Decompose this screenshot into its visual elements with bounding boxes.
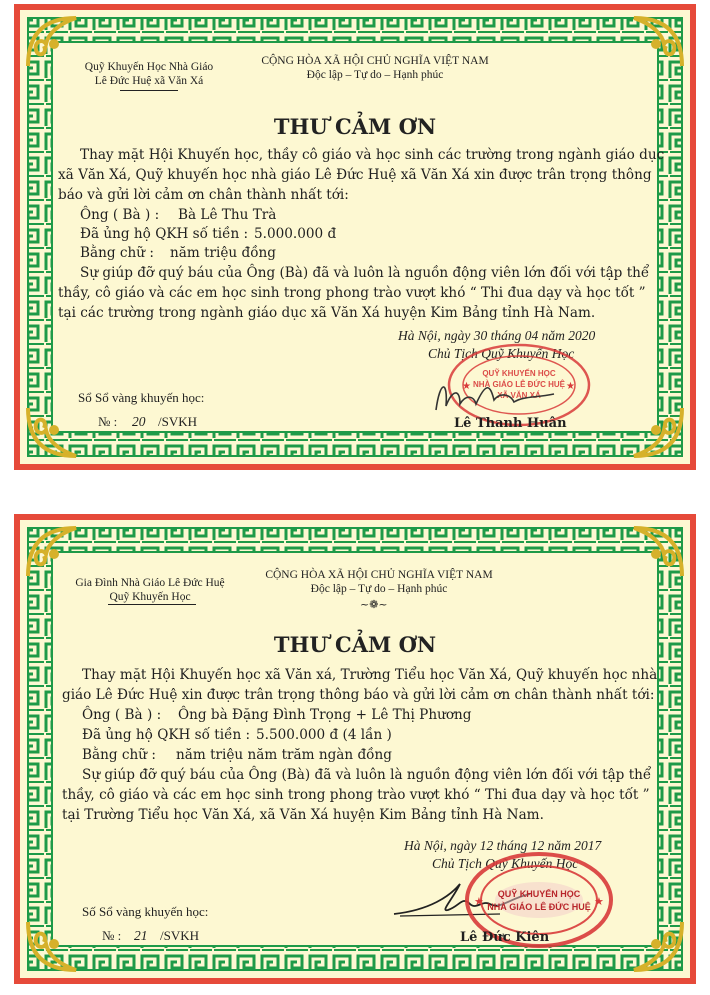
org-header — [60, 576, 240, 604]
corner-ornament-icon — [630, 14, 686, 70]
thank-you-letter-1 — [14, 4, 696, 470]
para2-line-1: Sự giúp đỡ quý báu của Ông (Bà) đã và luôn là nguồn động viên lớn đối với tập thể — [80, 265, 650, 281]
org-line-1: Gia Đình Nhà Giáo Lê Đức Huệ — [75, 577, 225, 589]
thank-you-letter-2 — [14, 514, 696, 984]
seal-text-3: XÃ VĂN XÁ — [497, 391, 541, 400]
para1-line-1: Thay mặt Hội Khuyến học, thầy cô giáo và học sinh các trường trong ngành giáo dục — [80, 147, 665, 163]
para2-line-3: tại các trường trong ngành giáo dục xã Văn Xá huyện Kim Bảng tỉnh Hà Nam. — [58, 305, 596, 321]
words-label: Bằng chữ : — [80, 245, 154, 261]
amount-value: 5.000.000 đ — [254, 226, 337, 242]
seal-text-2: NHÀ GIÁO LÊ ĐỨC HUỆ — [487, 902, 591, 912]
para2-line-2: thầy, cô giáo và các em học sinh trong phong trào vượt khó “ Thi đua dạy và học tốt ” — [62, 787, 650, 803]
svg-text:★: ★ — [566, 381, 575, 392]
para2-line-1: Sự giúp đỡ quý báu của Ông (Bà) đã và luôn là nguồn động viên lớn đối với tập thể — [82, 767, 652, 783]
no-label: № : — [98, 414, 118, 429]
gold-book-label: Số Sổ vàng khuyến học: — [82, 904, 209, 919]
org-line-1: Quỹ Khuyến Học Nhà Giáo — [84, 61, 214, 73]
seal-text-1: QUỸ KHUYẾN HỌC — [482, 369, 556, 378]
para1-line-3: báo và gửi lời cảm ơn chân thành nhất tới: — [58, 187, 349, 203]
words-value: năm triệu đồng — [170, 245, 276, 261]
org-line-2: Quỹ Khuyến Học — [109, 591, 191, 603]
corner-ornament-icon — [24, 404, 80, 460]
no-label: № : — [102, 928, 122, 943]
corner-ornament-icon — [630, 524, 686, 580]
letter-paper — [20, 10, 690, 464]
words-value: năm triệu năm trăm ngàn đồng — [176, 747, 392, 763]
republic-line-2: Độc lập – Tự do – Hạnh phúc — [310, 583, 448, 595]
corner-ornament-icon — [630, 404, 686, 460]
letter-title: THƯ CẢM ƠN — [273, 114, 437, 139]
signer-name: Lê Thanh Huân — [454, 416, 567, 431]
org-header — [64, 60, 234, 88]
letter-paper — [20, 520, 690, 978]
place-date: Hà Nội, ngày 30 tháng 04 năm 2020 — [398, 328, 596, 343]
republic-line-2: Độc lập – Tự do – Hạnh phúc — [306, 69, 444, 81]
recipient-value: Bà Lê Thu Trà — [178, 207, 277, 223]
no-value: 21 — [134, 928, 148, 943]
org-underline — [108, 604, 196, 605]
no-suffix: /SVKH — [160, 928, 200, 943]
republic-header — [230, 54, 520, 82]
corner-ornament-icon — [24, 918, 80, 974]
recipient-value: Ông bà Đặng Đình Trọng + Lê Thị Phương — [178, 707, 472, 723]
republic-header — [234, 568, 524, 596]
org-underline — [120, 90, 178, 91]
signer-name: Lê Đức Kiên — [460, 930, 550, 945]
svg-text:★: ★ — [474, 895, 484, 908]
corner-ornament-icon — [24, 524, 80, 580]
ornament-icon: ~❁~ — [360, 598, 388, 611]
corner-ornament-icon — [630, 918, 686, 974]
amount-value: 5.500.000 đ (4 lần ) — [256, 727, 392, 743]
recipient-label: Ông ( Bà ) : — [82, 707, 162, 723]
no-value: 20 — [132, 414, 146, 429]
seal-text-1: QUỸ KHUYẾN HỌC — [497, 889, 581, 899]
chair-title: Chủ Tịch Quỹ Khuyến Học — [432, 856, 579, 871]
republic-line-1: CỘNG HÒA XÃ HỘI CHỦ NGHĨA VIỆT NAM — [261, 55, 489, 67]
no-suffix: /SVKH — [158, 414, 198, 429]
amount-label: Đã ủng hộ QKH số tiền : — [82, 727, 251, 743]
recipient-label: Ông ( Bà ) : — [80, 207, 160, 223]
republic-line-1: CỘNG HÒA XÃ HỘI CHỦ NGHĨA VIỆT NAM — [265, 569, 493, 581]
para2-line-2: thầy, cô giáo và các em học sinh trong phong trào vượt khó “ Thi đua dạy và học tốt ” — [58, 285, 646, 301]
svg-text:★: ★ — [462, 381, 471, 392]
org-line-2: Lê Đức Huệ xã Văn Xá — [94, 75, 204, 87]
handwritten-signature-icon — [430, 370, 560, 420]
para1-line-2: giáo Lê Đức Huệ xin được trân trọng thông báo và gửi lời cảm ơn chân thành nhất tới: — [62, 687, 655, 703]
para2-line-3: tại Trường Tiểu học Văn Xá, xã Văn Xá huyện Kim Bảng tỉnh Hà Nam. — [62, 807, 544, 823]
gold-book-label: Sổ Sổ vàng khuyến học: — [78, 390, 205, 405]
svg-text:★: ★ — [594, 895, 604, 908]
para1-line-1: Thay mặt Hội Khuyến học xã Văn xá, Trường Tiểu học Văn Xá, Quỹ khuyến học nhà — [82, 667, 658, 683]
letter-title: THƯ CẢM ƠN — [273, 632, 437, 657]
chair-title: Chủ Tịch Quỹ Khuyến Học — [428, 346, 575, 361]
seal-text-2: NHÀ GIÁO LÊ ĐỨC HUỆ — [473, 380, 565, 389]
para1-line-2: xã Văn Xá, Quỹ khuyến học nhà giáo Lê Đức Huệ xã Văn Xá xin được trân trọng thông — [58, 167, 652, 183]
amount-label: Đã ủng hộ QKH số tiền : — [80, 226, 249, 242]
place-date: Hà Nội, ngày 12 tháng 12 năm 2017 — [404, 838, 602, 853]
words-label: Bằng chữ : — [82, 747, 156, 763]
